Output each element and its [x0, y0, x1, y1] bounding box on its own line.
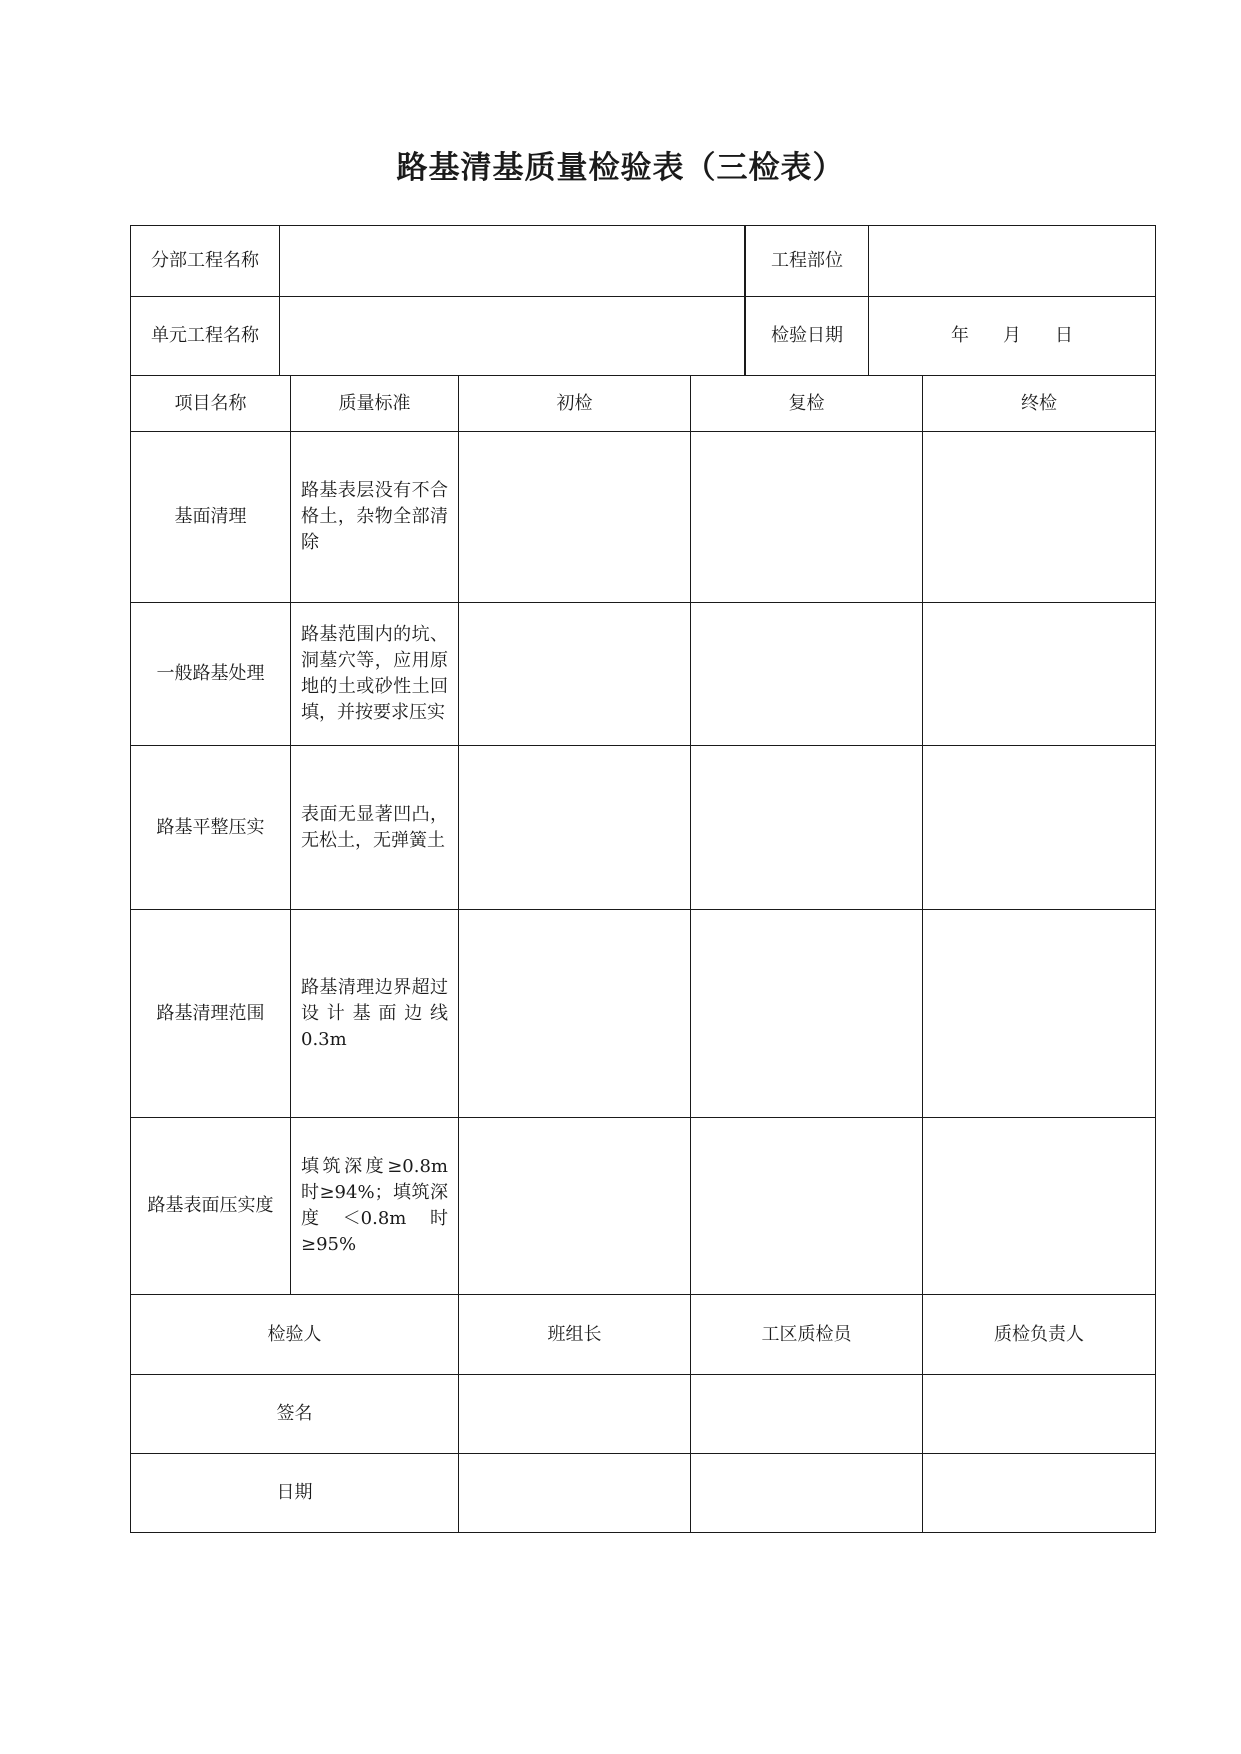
quality-chief-label: 质检负责人 — [922, 1294, 1156, 1375]
signature-label: 签名 — [130, 1374, 459, 1454]
row-item-name: 一般路基处理 — [130, 602, 291, 746]
team-leader-signature-field[interactable] — [458, 1374, 691, 1454]
team-leader-label: 班组长 — [458, 1294, 691, 1375]
row-final-check-field[interactable] — [922, 909, 1156, 1118]
row-quality-standard: 路基表层没有不合格土，杂物全部清除 — [290, 431, 459, 603]
row-item-name: 路基清理范围 — [130, 909, 291, 1118]
column-header-second-check: 复检 — [690, 375, 923, 432]
row-item-name: 路基表面压实度 — [130, 1117, 291, 1295]
row-final-check-field[interactable] — [922, 1117, 1156, 1295]
column-header-first-check: 初检 — [458, 375, 691, 432]
row-quality-standard: 填筑深度≥0.8m时≥94%；填筑深度＜0.8m时≥95% — [290, 1117, 459, 1295]
unit-name-label: 单元工程名称 — [130, 296, 280, 376]
row-quality-standard: 表面无显著凹凸，无松土，无弹簧土 — [290, 745, 459, 910]
inspection-date-label: 检验日期 — [745, 296, 869, 376]
row-second-check-field[interactable] — [690, 1117, 923, 1295]
row-first-check-field[interactable] — [458, 602, 691, 746]
row-second-check-field[interactable] — [690, 431, 923, 603]
project-location-field[interactable] — [868, 225, 1156, 297]
date-month-label: 月 — [1003, 325, 1021, 346]
row-final-check-field[interactable] — [922, 602, 1156, 746]
quality-chief-date-field[interactable] — [922, 1453, 1156, 1533]
column-header-standard: 质量标准 — [290, 375, 459, 432]
inspector-label: 检验人 — [130, 1294, 459, 1375]
area-inspector-label: 工区质检员 — [690, 1294, 923, 1375]
date-day-label: 日 — [1055, 325, 1073, 346]
row-first-check-field[interactable] — [458, 1117, 691, 1295]
row-first-check-field[interactable] — [458, 745, 691, 910]
unit-name-field[interactable] — [279, 296, 746, 376]
row-second-check-field[interactable] — [690, 909, 923, 1118]
subproject-name-field[interactable] — [279, 225, 746, 297]
column-header-item: 项目名称 — [130, 375, 291, 432]
row-second-check-field[interactable] — [690, 745, 923, 910]
project-location-label: 工程部位 — [745, 225, 869, 297]
column-header-final-check: 终检 — [922, 375, 1156, 432]
sign-date-label: 日期 — [130, 1453, 459, 1533]
area-inspector-date-field[interactable] — [690, 1453, 923, 1533]
row-item-name: 路基平整压实 — [130, 745, 291, 910]
row-quality-standard: 路基范围内的坑、洞墓穴等，应用原地的土或砂性土回填，并按要求压实 — [290, 602, 459, 746]
date-year-label: 年 — [951, 325, 969, 346]
form-title: 路基清基质量检验表（三检表） — [396, 150, 845, 186]
row-quality-standard: 路基清理边界超过设计基面边线0.3m — [290, 909, 459, 1118]
team-leader-date-field[interactable] — [458, 1453, 691, 1533]
area-inspector-signature-field[interactable] — [690, 1374, 923, 1454]
subproject-name-label: 分部工程名称 — [130, 225, 280, 297]
row-first-check-field[interactable] — [458, 909, 691, 1118]
row-final-check-field[interactable] — [922, 431, 1156, 603]
row-item-name: 基面清理 — [130, 431, 291, 603]
quality-chief-signature-field[interactable] — [922, 1374, 1156, 1454]
row-second-check-field[interactable] — [690, 602, 923, 746]
row-first-check-field[interactable] — [458, 431, 691, 603]
row-final-check-field[interactable] — [922, 745, 1156, 910]
inspection-date-field[interactable] — [868, 296, 1156, 376]
